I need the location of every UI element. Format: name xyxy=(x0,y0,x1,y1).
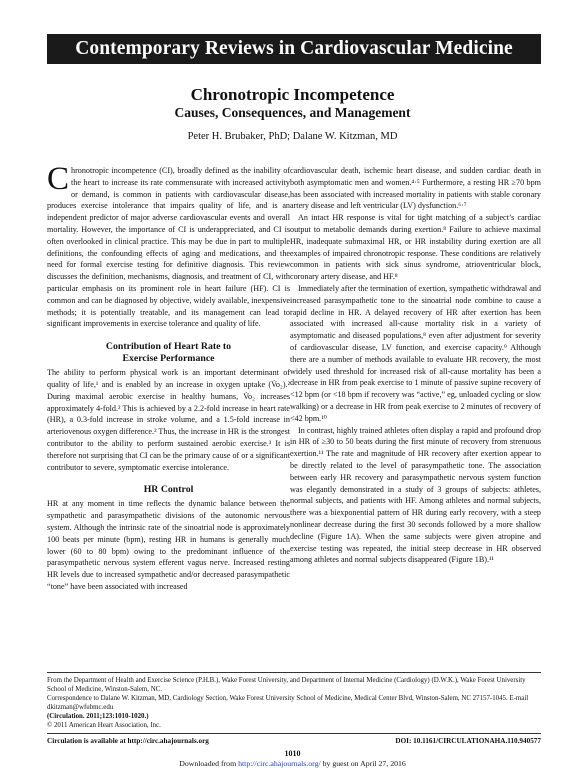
abstract-text: hronotropic incompetence (CI), broadly defined as the inability of the heart to increase its rate commensurate with increased activity or demand, is common in patients with cardiovascular disease, produces exercise intolerance that impairs quality of life, and is an independent predictor of major adverse cardiovascular events and overall mortality. However, the importance of CI is underappreciated, and CI is often overlooked in clinical practice. This may be due in part to multiple definitions, the confounding effects of aging and medications, and the need for formal exercise testing for definitive diagnosis. This review discusses the definition, mechanisms, diagnosis, and treatment of CI, with particular emphasis on its prominent role in heart failure (HF). CI is common and can be diagnosed by objective, widely available, inexpensive methods; it is potentially treatable, and its management can lead to significant improvements in exercise tolerance and quality of life. xyxy=(47,166,290,329)
drop-cap: C xyxy=(47,161,70,197)
download-suffix: by guest on April 27, 2016 xyxy=(320,759,406,768)
download-prefix: Downloaded from xyxy=(179,759,239,768)
affiliation-footnote: From the Department of Health and Exercise Science (P.H.B.), Wake Forest University, and Department of Internal Medicine (Cardiology) (D.W.K.), Wake Forest University School of Medicine, Winston-Salem, NC. xyxy=(47,677,526,693)
journal-section-banner xyxy=(47,34,541,64)
body-paragraph: cardiovascular death, ischemic heart disease, and sudden cardiac death in both asymptomatic men and women.⁴·⁵ Furthermore, a resting HR ≥70 bpm has been associated with increased mortality in patients with stable coronary artery disease and left ventricular (LV) dysfunction.⁶·⁷ xyxy=(290,166,541,211)
left-column xyxy=(47,161,290,593)
footnote-divider xyxy=(47,672,541,673)
journal-footer xyxy=(47,737,541,745)
section-heading-hr-contribution xyxy=(47,341,290,365)
page-number: 1010 xyxy=(284,749,301,758)
doi-label: DOI: 10.1161/CIRCULATIONAHA.110.940577 xyxy=(395,737,541,745)
author-list: Peter H. Brubaker, PhD; Dalane W. Kitzman, MD xyxy=(187,131,398,142)
section-heading-hr-control: HR Control xyxy=(143,484,194,496)
download-line xyxy=(0,759,585,768)
section-heading-line-2: Exercise Performance xyxy=(122,353,215,365)
right-column xyxy=(290,165,541,566)
correspondence-footnote: Correspondence to Dalane W. Kitzman, MD, Cardiology Section, Wake Forest University School of Medicine, Medical Center Blvd, Winston-Salem, NC 27157-1045. E-mail dkitzman@wfubmc.edu xyxy=(47,695,529,711)
footer-divider xyxy=(47,733,541,734)
body-paragraph: In contrast, highly trained athletes often display a rapid and profound drop in HR of ≥30 to 50 beats during the first minute of recovery from strenuous exertion.¹¹ The rate and magnitude of HR recovery after exertion appear to be directly related to the level of parasympathetic tone. The association between early HR recovery and parasympathetic nervous system function was elegantly demonstrated in a study of 3 groups of subjects: athletes, normal subjects, and patients with HF. Among athletes and normal subjects, there was a biexponential pattern of HR during early recovery, with a steep nonlinear decrease during the first 30 seconds followed by a more shallow decline (Figure 1A). When the same subjects were given atropine and exercise testing was repeated, the initial steep decrease in HR observed among athletes and normal subjects disappeared (Figure 1B).¹¹ xyxy=(290,425,541,565)
copyright-footnote: © 2011 American Heart Association, Inc. xyxy=(47,722,161,729)
body-paragraph: HR at any moment in time reflects the dynamic balance between the sympathetic and parasympathetic divisions of the autonomic nervous system. Although the intrinsic rate of the sinoatrial node is approximately 100 beats per minute (bpm), resting HR in humans is generally much lower (60 to 80 bpm) owing to the predominant influence of the parasympathetic nervous system efferent vagus nerve. Increased resting HR levels due to increased sympathetic and/or decreased parasympathetic “tone” have been associated with increased xyxy=(47,499,290,591)
body-paragraph: Immediately after the termination of exertion, sympathetic withdrawal and increased parasympathetic tone to the sinoatrial node combine to cause a rapid decline in HR. A delayed recovery of HR after exertion has been associated with increased all-cause mortality risk in a variety of asymptomatic and diseased populations,⁸ even after adjustment for severity of cardiovascular disease, LV function, and exercise capacity.⁹ Although there are a number of methods available to evaluate HR recovery, the most widely used threshold for increased risk of all-cause mortality has been a decrease in HR from peak exercise to 1 minute of passive supine recovery of <12 bpm (or <18 bpm if recovery was “active,” eg, unloaded cycling or slow walking) or a decrease in HR from peak exercise to 2 minutes of recovery of <42 bpm.¹⁰ xyxy=(290,283,541,423)
section-heading-line-1: Contribution of Heart Rate to xyxy=(105,341,232,353)
citation-footnote: (Circulation. 2011;123:1010-1020.) xyxy=(47,713,149,720)
download-link[interactable]: http://circ.ahajournals.org/ xyxy=(238,759,321,768)
abstract-paragraph xyxy=(47,161,290,330)
banner-text: Contemporary Reviews in Cardiovascular Medicine xyxy=(75,38,513,59)
footnote-block xyxy=(47,676,541,730)
body-paragraph: The ability to perform physical work is an important determinant of quality of life,¹ and is enabled by an increase in oxygen uptake (V̇o₂).² During maximal aerobic exercise in healthy humans, V̇o₂ increases approximately 4-fold.² This is achieved by a 2.2-fold increase in heart rate (HR), a 0.3-fold increase in stroke volume, and a 1.5-fold increase in arteriovenous oxygen difference.² Thus, the increase in HR is the strongest contributor to the ability to perform sustained aerobic exercise.³ It is therefore not surprising that CI can be the primary cause of or a significant contributor to severe, symptomatic exercise intolerance. xyxy=(47,368,290,472)
article-title: Chronotropic Incompetence xyxy=(190,85,395,104)
article-subtitle: Causes, Consequences, and Management xyxy=(174,105,411,120)
availability-note[interactable]: Circulation is available at http://circ.ahajournals.org xyxy=(47,737,209,745)
body-paragraph: An intact HR response is vital for tight matching of a subject’s cardiac output to metabolic demands during exertion.⁸ Failure to achieve maximal HR, inadequate submaximal HR, or HR instability during exertion are all examples of impaired chronotropic response. These conditions are relatively common in patients with sick sinus syndrome, atrioventricular block, coronary artery disease, and HF.⁸ xyxy=(290,213,541,282)
